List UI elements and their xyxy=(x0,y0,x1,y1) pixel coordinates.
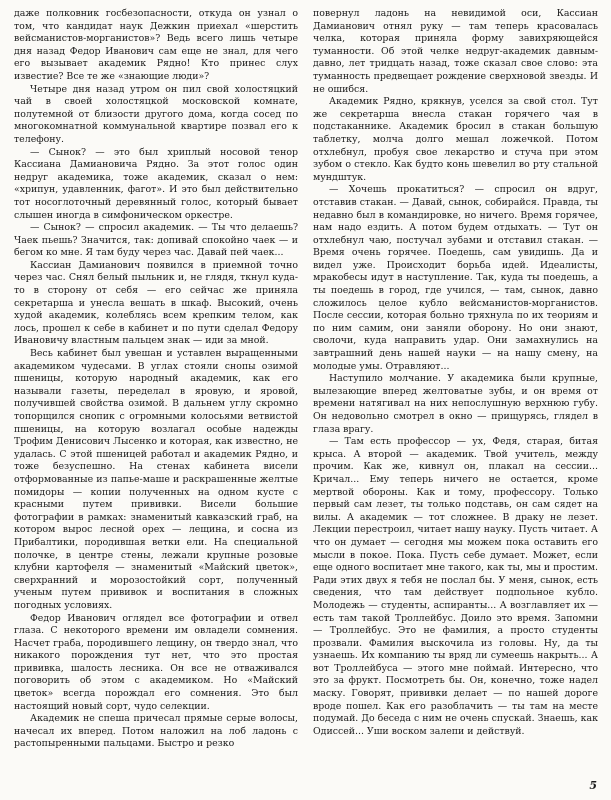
paragraph: Академик Рядно, крякнув, уселся за свой стол. Тут же секретарша внесла стакан горячего чая в подстаканнике. Академик бросил в стакан большую таблетку, молча долго мешал ложечкой. Потом отхлебнул, пробуя свое лекарство и стуча при этом зубом о стекло. Как будто конь шевелил во рту стальной мундштук. xyxy=(313,96,598,183)
paragraph: Четыре дня назад утром он пил свой холостяцкий чай в своей холостяцкой московской комнате, полутемной от близости другого дома, когда сосед по многокомнатной коммунальной квартире позвал его к телефону. xyxy=(14,83,298,145)
paragraph: повернул ладонь на невидимой оси, Кассиан Дамианович отнял руку — там теперь красовалась челка, которая приняла форму завихряющейся туманности. Об этой челке недруг-академик давным-давно, лет тридцать назад, тоже сказал свое слово: эта туманность предвещает рождение сверхновой звезды. И не ошибся. xyxy=(313,8,598,95)
paragraph: Академик не спеша причесал прямые серые волосы, начесал их вперед. Потом наложил на лоб ладонь с растопыренными пальцами. Быстро и резко xyxy=(14,713,298,750)
paragraph: — Хочешь прокатиться? — спросил он вдруг, отставив стакан. — Давай, сынок, собирайся. Правда, ты недавно был в командировке, но ничего. Время горячее, нам надо ездить. А потом будем отдыхать. — Тут он отхлебнул чаю, постучал зубами и отставил стакан. — Время очень горячее. Поедешь, сам увидишь. Да и видел уже. Происходит борьба идей. Идеалисты, мракобесы идут в наступление. Так, куда ты поедешь, а ты поедешь в город, где учился, — там, сынок, давно сложилось целое кубло вейсманистов-морганистов. После сессии, которая больно тряхнула по их теориям и по ним самим, они заняли оборону. Но они знают, сволочи, куда направить удар. Они замахнулись на завтрашний день нашей науки — на нашу смену, на молодые умы. Отравляют... xyxy=(313,184,598,372)
paragraph: Наступило молчание. У академика были крупные, вылезающие вперед желтоватые зубы, и он время от времени натягивал на них непослушную верхнюю губу. Он недовольно смотрел в окно — прищурясь, глядел в глаза врагу. xyxy=(313,373,598,435)
paragraph: даже полковник госбезопасности, откуда он узнал о том, что кандидат наук Дежкин приехал «шерстить вейсманистов-морганистов»? Ведь всего лишь четыре дня назад Федор Иванович сам еще не знал, для чего его вызывает академик Рядно! Кто принес слух известие? Все те же «знающие люди»? xyxy=(14,8,298,82)
right-column xyxy=(313,8,598,768)
page-number: 5 xyxy=(589,779,597,792)
left-column xyxy=(14,8,298,768)
paragraph: Федор Иванович оглядел все фотографии и отвел глаза. С некоторого времени им овладели сомнения. Насчет граба, породившего лещину, он твердо знал, что никакого порождения тут нет, что это простая прививка, шалость лесника. Он все не отваживался поговорить об этом с академиком. Но «Майский цветок» всегда порождал его сомнения. Это был настоящий новый сорт, чудо селекции. xyxy=(14,612,298,712)
paragraph: — Сынок? — это был хриплый носовой тенор Кассиана Дамиановича Рядно. За этот голос один недруг академика, тоже академик, сказал о нем: «хрипун, удавленник, фагот». И это был действительно тот носоглоточный деревянный голос, который бывает слышен иногда в симфоническом оркестре. xyxy=(14,146,298,221)
paragraph: Кассиан Дамианович появился в приемной точно через час. Снял белый пыльник и, не глядя, ткнул куда-то в сторону от себя — его сейчас же приняла секретарша и унесла вешать в шкаф. Высокий, очень худой академик, колеблясь всем крепким телом, как лось, прошел к себе в кабинет и по пути сделал Федору Ивановичу властным пальцем знак — иди за мной. xyxy=(14,259,298,347)
paragraph: — Сынок? — спросил академик. — Ты что делаешь? Чаек пьешь? Значится, так: допивай спокойно чаек — и бегом ко мне. Я там буду через час. Давай пей чаек... xyxy=(14,222,298,259)
paragraph: Весь кабинет был увешан и уставлен выращенными академиком чудесами. В углах стояли снопы озимой пшеницы, которую народный академик, как его называли газеты, переделал в яровую, и яровой, получившей свойства озимой. В дальнем углу скромно топорщился снопик с огромными колосьями ветвистой пшеницы, на которую возлагал особые надежды Трофим Денисович Лысенко и которая, как известно, не удалась. С этой пшеницей работал и академик Рядно, и тоже безуспешно. На стенах кабинета висели отформованные из папье-маше и раскрашенные желтые помидоры — копии полученных на одном кусте с красными путем прививки. Висели большие фотографии в рамках: знаменитый кавказский граб, на котором вырос лесной орех — лещина, и сосна из Прибалтики, породившая ветки ели. На специальной полочке, в центре стены, лежали крупные розовые клубни картофеля — знаменитый «Майский цветок», сверхранний и морозостойкий сорт, полученный ученым путем прививок и воспитания в сложных погодных условиях. xyxy=(14,348,298,611)
paragraph: — Там есть профессор — ух, Федя, старая, битая крыса. А второй — академик. Твой учитель, между прочим. Как же, кивнул он, плакал на сессии... Кричал... Ему теперь ничего не остается, кроме мертвой обороны. Как и тому, профессору. Только первый сам лезет, ты только подставь, он сам сядет на вилы. А академик — тот сложнее. В драку не лезет. Лекции перестроил, читает нашу науку. Пусть читает. А что он думает — сегодня мы можем пока оставить его мысли в покое. Пока. Пусть себе думает. Может, если еще одного воспитает мне такого, как ты, мы и простим. Ради этих двух я тебя не послал бы. У меня, сынок, есть сведения, что там действует подпольное кубло. Молодежь — студенты, аспиранты... А возглавляет их — есть там такой Троллейбус. Доило это время. Запомни — Троллейбус. Это не фамилия, а просто студенты прозвали. Фамилия выскочила из головы. Ну, да ты узнаешь. Их компанию ты вряд ли сумеешь накрыть... А вот Троллейбуса — этого мне поймай. Интересно, что это за фрукт. Посмотреть бы. Он, конечно, тоже надел маску. Говорят, прививки делает — по нашей дороге вроде пошел. Как его разоблачить — ты там на месте подумай. До беседа с ним не очень спускай. Знаешь, как Одиссей... Уши воском залепи и действуй. xyxy=(313,436,598,737)
